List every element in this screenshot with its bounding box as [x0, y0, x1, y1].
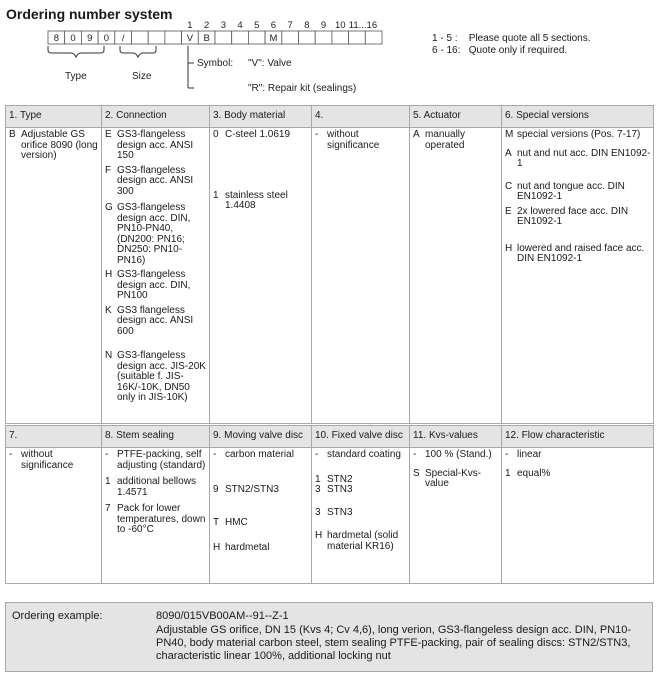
col4-option: - without significance: [315, 129, 380, 151]
code-box-row: [48, 31, 382, 44]
code-box: [315, 31, 332, 44]
moving-option-carbon: - carbon material: [213, 449, 294, 460]
fixed-option-3: 3 STN3: [315, 484, 353, 495]
code-box: [232, 31, 249, 44]
code-box: [299, 31, 316, 44]
stem-option-7: 7 Pack for lower temperatures, down to -60°C: [105, 503, 206, 535]
options-table-1: [5, 105, 654, 424]
special-option-c: C nut and tongue acc. DIN EN1092-1: [505, 180, 625, 202]
flow-option-linear: - linear: [505, 449, 542, 460]
size-label: Size: [132, 71, 152, 82]
connection-option-n: N GS3-flangeless design acc. JIS-20K (suitable f. JIS-16K/-10K, DN50 only in JIS-10K): [105, 350, 206, 403]
code-box: [248, 31, 265, 44]
connection-cell: [102, 130, 209, 404]
connection-option-g: G GS3-flangeless design acc. DIN, PN10-PN40, (DN200: PN16; DN250: PN10-PN16): [105, 202, 191, 266]
position-number: 9: [320, 20, 327, 31]
type-brace: [48, 46, 104, 57]
position-number: 5: [254, 20, 260, 31]
stem-option-std: - PTFE-packing, self adjusting (standard): [105, 449, 206, 471]
special-option-e: E 2x lowered face acc. DIN EN1092-1: [505, 205, 629, 227]
header-body-material: 3. Body material: [210, 106, 312, 128]
position-number: 6: [270, 20, 277, 31]
type-cell: [6, 130, 101, 162]
position-number: 11...16: [348, 20, 378, 31]
position-numbers: [187, 20, 377, 31]
code-box: [365, 31, 382, 44]
code-box-char: 0: [70, 33, 76, 44]
header-type: 1. Type: [6, 106, 102, 128]
body-material-cell: [210, 130, 311, 212]
moving-option-9: 9 STN2/STN3: [213, 483, 279, 495]
code-box-char: V: [186, 33, 194, 44]
col7-cell: [6, 450, 101, 471]
size-brace: [120, 46, 156, 57]
header-kvs-values: 11. Kvs-values: [410, 426, 502, 448]
connection-option-h: H GS3-flangeless design acc. DIN, PN100: [105, 269, 191, 301]
code-box-char: /: [121, 33, 125, 44]
position-number: 7: [287, 20, 293, 31]
fixed-option-h: H hardmetal (solid material KR16): [315, 530, 399, 552]
page-title: Ordering number system: [6, 6, 173, 22]
code-box: [132, 31, 149, 44]
actuator-cell: [410, 130, 501, 151]
note-1-5: 1 - 5 : Please quote all 5 sections.: [432, 33, 591, 44]
connection-option-e: E GS3-flangeless design acc. ANSI 150: [105, 129, 194, 161]
header-actuator: 5. Actuator: [410, 106, 502, 128]
col7-option: - without significance: [9, 449, 74, 471]
kvs-cell: [410, 450, 501, 490]
header-connection: 2. Connection: [102, 106, 210, 128]
fixed-disc-cell: [312, 450, 409, 552]
moving-option-t: T HMC: [213, 517, 248, 528]
code-box: [215, 31, 232, 44]
header-flow-characteristic: 12. Flow characteristic: [502, 426, 654, 448]
symbol-label: Symbol:: [197, 58, 234, 69]
stem-option-1: 1 additional bellows 1.4571: [105, 476, 196, 498]
code-box: [349, 31, 366, 44]
flow-option-equal: 1 equal%: [505, 467, 551, 479]
ordering-example-description: Adjustable GS orifice, DN 15 (Kvs 4; Cv 4,6), long verion, GS3-flangeless design acc. DIN, PN10-PN40, body material carbon steel, stem sealing PTFE-packing, pair of sealing discs: STN2/STN3, characteristic linear 100%, additional locking nut: [156, 624, 632, 662]
position-number: 1: [187, 20, 193, 31]
header-fixed-valve-disc: 10. Fixed valve disc: [312, 426, 410, 448]
special-option-m: M special versions (Pos. 7-17): [505, 129, 641, 140]
code-box: [165, 31, 182, 44]
code-box: [332, 31, 349, 44]
code-box-char: M: [269, 33, 278, 44]
header-col7: 7.: [6, 426, 102, 448]
symbol-v-text: "V": Valve: [248, 58, 292, 69]
code-box: [282, 31, 299, 44]
code-box-char: 0: [103, 33, 110, 44]
position-number: 10: [334, 20, 346, 31]
header-special-versions: 6. Special versions: [502, 106, 654, 128]
symbol-r-text: "R": Repair kit (sealings): [248, 83, 357, 94]
code-box-char: 9: [87, 33, 93, 44]
header-col4: 4.: [312, 106, 410, 128]
special-versions-cell: [502, 130, 653, 265]
connection-option-k: K GS3 flangeless design acc. ANSI 600: [105, 304, 194, 337]
header-moving-valve-disc: 9. Moving valve disc: [210, 426, 312, 448]
special-option-h: H lowered and raised face acc. DIN EN1092-1: [505, 242, 645, 264]
flow-cell: [502, 450, 653, 479]
note-6-16: 6 - 16: Quote only if required.: [432, 45, 568, 56]
symbol-bracket: [188, 46, 194, 88]
ordering-example-label: Ordering example:: [12, 610, 103, 622]
ordering-example-code: 8090/015VB00AM--91--Z-1: [156, 610, 289, 622]
code-box-char: B: [203, 33, 210, 44]
fixed-option-std: - standard coating: [315, 449, 401, 460]
kvs-option-std: - 100 % (Stand.): [413, 449, 492, 460]
position-number: 3: [220, 20, 226, 31]
fixed-option-3b: 3 STN3: [315, 506, 353, 518]
moving-disc-cell: [210, 450, 311, 553]
type-option: B Adjustable GS orifice 8090 (long version): [9, 129, 98, 161]
kvs-option-s: S Special-Kvs-value: [413, 467, 482, 489]
body-material-option-0: 0 C-steel 1.0619: [213, 129, 291, 140]
position-number: 4: [237, 20, 243, 31]
col4-cell: [312, 130, 409, 151]
special-option-a: A nut and nut acc. DIN EN1092-1: [505, 147, 651, 169]
actuator-option-a: A manually operated: [413, 129, 466, 151]
stem-sealing-cell: [102, 450, 209, 536]
fixed-option-1: 1 STN2: [315, 473, 353, 485]
position-number: 8: [304, 20, 310, 31]
connection-option-f: F GS3-flangeless design acc. ANSI 300: [105, 164, 194, 197]
code-box-char: 8: [53, 33, 59, 44]
type-label: Type: [65, 71, 87, 82]
code-box: [148, 31, 165, 44]
moving-option-h: H hardmetal: [213, 541, 270, 553]
body-material-option-1: 1 stainless steel 1.4408: [213, 189, 288, 211]
ordering-example-box: [5, 602, 653, 672]
options-table-2: [5, 425, 654, 584]
header-stem-sealing: 8. Stem sealing: [102, 426, 210, 448]
position-number: 2: [204, 20, 210, 31]
